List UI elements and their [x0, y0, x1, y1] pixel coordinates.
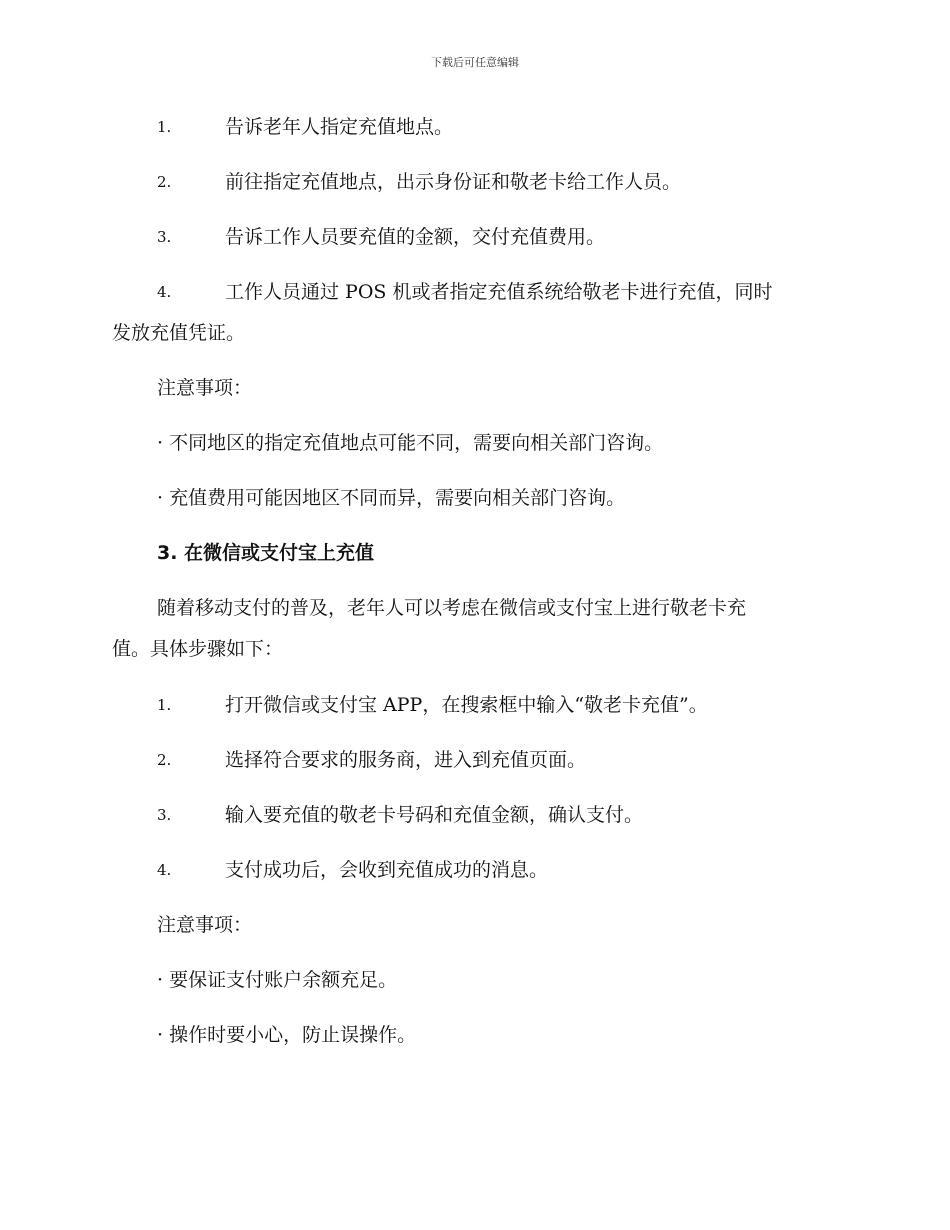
section-3-intro-line-1: 随着移动支付的普及，老年人可以考虑在微信或支付宝上进行敬老卡充 — [157, 597, 747, 619]
step-b-4-number: 4. — [157, 861, 172, 879]
step-b-1-text: 打开微信或支付宝 APP，在搜索框中输入“敬老卡充值”。 — [225, 694, 708, 716]
notes-a-item-1: · 不同地区的指定充值地点可能不同，需要向相关部门咨询。 — [157, 432, 664, 454]
step-a-1-number: 1. — [157, 118, 172, 136]
notes-b-title: 注意事项： — [157, 914, 253, 936]
step-b-3-text: 输入要充值的敬老卡号码和充值金额，确认支付。 — [225, 804, 644, 826]
step-b-3-number: 3. — [157, 806, 172, 824]
step-a-3-number: 3. — [157, 228, 172, 246]
notes-b-item-2: · 操作时要小心，防止误操作。 — [157, 1024, 417, 1046]
step-a-4-number: 4. — [157, 283, 172, 301]
step-a-3-text: 告诉工作人员要充值的金额，交付充值费用。 — [225, 226, 606, 248]
step-a-4-text: 工作人员通过 POS 机或者指定充值系统给敬老卡进行充值，同时 — [225, 281, 773, 303]
step-b-1-number: 1. — [157, 696, 172, 714]
header-note: 下载后可任意编辑 — [431, 56, 519, 69]
step-b-4-text: 支付成功后，会收到充值成功的消息。 — [225, 859, 549, 881]
notes-b-item-1: · 要保证支付账户余额充足。 — [157, 969, 398, 991]
section-3-intro-line-2: 值。具体步骤如下： — [112, 638, 284, 660]
notes-a-title: 注意事项： — [157, 377, 253, 399]
step-a-1-text: 告诉老年人指定充值地点。 — [225, 116, 454, 138]
step-a-2-text: 前往指定充值地点，出示身份证和敬老卡给工作人员。 — [225, 171, 682, 193]
notes-a-item-2: · 充值费用可能因地区不同而异，需要向相关部门咨询。 — [157, 487, 626, 509]
step-b-2-number: 2. — [157, 751, 172, 769]
step-b-2-text: 选择符合要求的服务商，进入到充值页面。 — [225, 749, 587, 771]
step-a-2-number: 2. — [157, 173, 172, 191]
step-a-4-continuation: 发放充值凭证。 — [112, 322, 246, 344]
section-3-heading: 3. 在微信或支付宝上充值 — [157, 542, 375, 564]
